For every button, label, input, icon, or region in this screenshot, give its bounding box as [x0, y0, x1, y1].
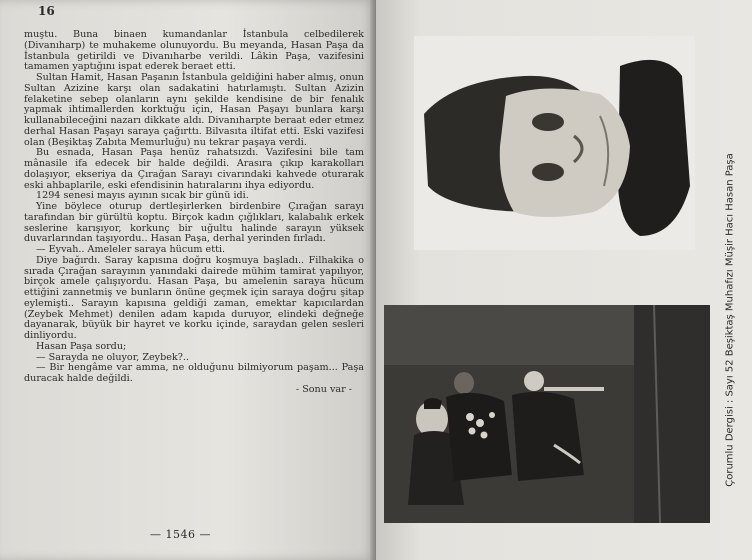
paragraph: Diye bağırdı. Saray kapısına doğru koşmuya başladı.. Filhakika o sırada Çırağan sarayının yanındaki dairede mühim tamirat yapılıyor, birçok amele çalışıyordu. Hasan Paşa, bu amelenin saraya hücum ettiğini zannetmiş ve bunların önüne geçmek için saraya doğru şitap eylemişti.. Sarayın kapısına geldiği zaman, emektar kapıcılardan (Zeybek Mehmet) denilen adam kapıda duruyor, elindeki değneğe dayanarak, büyük bir hayret ve korku içinde, saraydan gelen sesleri dinliyordu. [24, 254, 364, 341]
article-text [24, 30, 364, 396]
group-photo-icon [384, 305, 710, 523]
paragraph: muştu. Buna binaen kumandanlar İstanbula celbedilerek (Divanıharp) te muhakeme olunuyordu. Bu meyanda, Hasan Paşa da İstanbula getirildi ve Divanıharbe verildi. Lâkin Paşa, vazifesini tamamen yaptığını ispat ederek beraet etti. [24, 29, 364, 73]
page-number: 16 [38, 4, 55, 18]
paragraph: Yine böylece oturup dertleşirlerken birdenbire Çırağan sarayı tarafından bir gürültü koptu. Birçok kadın çığlıkları, kalabalık erkek seslerine karışıyor, korkunç bir uğultu halinde sarayın yüksek duvarlarından taşıyordu.. Hasan Paşa, derhal yerinden fırladı. [24, 201, 364, 245]
paragraph: Bu esnada, Hasan Paşa henüz rahatsızdı. Vazifesini bile tam mânasile ifa edecek bir halde değildi. Arasıra çıkıp karakolları dolaşıyor, ekseriya da Çırağan Sarayı civarındaki kahvede oturarak eski ahbaplarile, eski efendisinin hatıralarını ihya ediyordu. [24, 147, 364, 191]
portrait-photo-icon [414, 36, 695, 250]
paragraph: Hasan Paşa sordu; [36, 340, 127, 352]
paragraph: Sultan Hamit, Hasan Paşanın İstanbula geldiğini haber almış, onun Sultan Azizine karşı olan sadakatini hatırlamıştı. Sultan Azizin felaketine sebep olanların aynı şekilde kendisine de bir fenalık yapmak ihtimallerden korktuğu için, Hasan Paşayı bunlara karşı kullanabileceğini nazarı dikkate aldı. Divanıharpte beraat eder etmez derhal Hasan Paşayı saraya çağırttı. Bilvasıta iltifat etti. Eski vazifesi olan (Beşiktaş Zabıta Memurluğu) nu tekrar paşaya verdi. [24, 72, 364, 148]
continuation-note: - Sonu var - [295, 383, 352, 395]
portrait-photo [414, 36, 695, 250]
group-photo [384, 305, 710, 523]
paragraph: 1294 senesi mayıs ayının sıcak bir günü idi. [36, 190, 249, 202]
paragraph: — Eyvah.. Ameleler saraya hücum etti. [36, 244, 226, 255]
photo-caption: Çorumlu Dergisi : Sayı 52 Beşiktaş Muhafızı Müşir Hacı Hasan Paşa [724, 153, 736, 487]
paragraph: — Sarayda ne oluyor, Zeybek?.. [36, 351, 189, 363]
folio: — 1546 — [150, 528, 211, 541]
paragraph: — Bir hengâme var amma, ne olduğunu bilmiyorum paşam... Paşa duracak halde değildi. [24, 362, 364, 384]
